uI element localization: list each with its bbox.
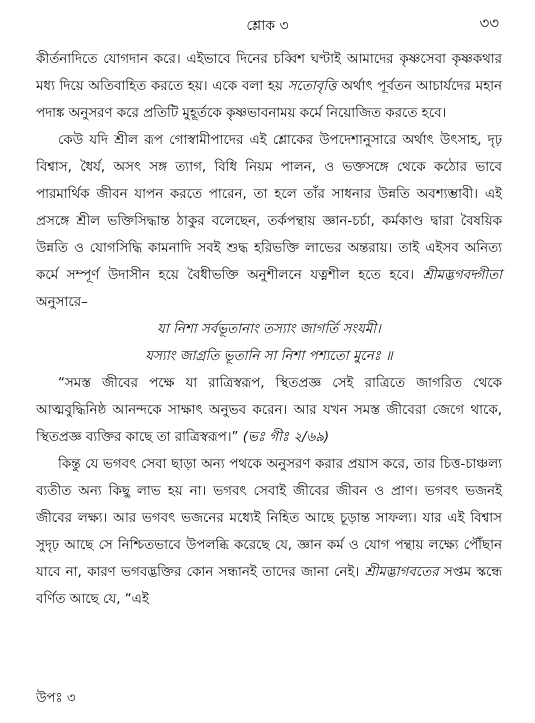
emphasis-term: শ্রীমদ্ভাগবতের	[364, 565, 439, 580]
paragraph-text: অনুসারে–	[36, 295, 88, 310]
verse-line-2: যস্যাং জাগ্রতি ভূতানি সা নিশা পশ্যতো মুনেঃ ॥	[145, 349, 393, 364]
page-body	[36, 46, 502, 613]
paragraph-2	[36, 127, 502, 316]
verse-line-1: যা নিশা সর্বভূতানাং তস্যাং জাগর্তি সংযমী।	[157, 322, 381, 337]
paragraph-text: কেউ যদি শ্রীল রূপ গোস্বামীপাদের এই শ্লোকের উপদেশানুসারে অর্থাৎ উৎসাহ, দৃঢ় বিশ্বাস, ধৈর্য, অসৎ সঙ্গ ত্যাগ, বিধি নিয়ম পালন, ও ভক্তসঙ্গে থেকে কঠোর ভাবে পারমার্থিক জীবন যাপন করতে পারেন, তা হলে তাঁর সাধনার উন্নতি অবশ্যম্ভাবী। এই প্রসঙ্গে শ্রীল ভক্তিসিদ্ধান্ত ঠাকুর বলেছেন, তর্কপন্থায় জ্ঞান-চর্চা, কর্মকাণ্ড দ্বারা বৈষয়িক উন্নতি ও যোগসিদ্ধি কামনাদি সবই শুদ্ধ হরিভক্তি লাভের অন্তরায়। তাই এইসব অনিত্য কর্মে সম্পূর্ণ উদাসীন হয়ে বৈধীভক্তি অনুশীলনে যত্নশীল হতে হবে।	[36, 133, 502, 283]
footer-signature: উপঃ ৩	[36, 691, 76, 706]
paragraph-1	[36, 46, 502, 127]
citation: (ভঃ গীঃ ২/৬৯)	[238, 430, 330, 445]
emphasis-term: সতোবৃত্তি	[287, 79, 337, 94]
page-number: ৩৩	[479, 14, 499, 32]
paragraph-text: কীর্তনাদিতে যোগদান করে। এইভাবে দিনের চব্বিশ ঘণ্টাই আমাদের কৃষ্ণসেবা কৃষ্ণকথার মধ্য দিয়ে অতিবাহিত করতে হয়। একে বলা হয়	[36, 52, 502, 94]
paragraph-text: কিন্তু যে ভগবৎ সেবা ছাড়া অন্য পথকে অনুসরণ করার প্রয়াস করে, তার চিত্ত-চাঞ্চল্য ব্যতীত অন্য কিছু লাভ হয় না। ভগবৎ সেবাই জীবের জীবন ও প্রাণ। ভগবৎ ভজনই জীবের লক্ষ্য। আর ভগবৎ ভজনের মধ্যেই নিহিত আছে চূড়ান্ত সাফল্য। যার এই বিশ্বাস সুদৃঢ় আছে সে নিশ্চিতভাবে উপলব্ধি করেছে যে, জ্ঞান কর্ম ও যোগ পন্থায় লক্ষ্যে পৌঁছান যাবে না, কারণ ভগবদ্ভক্তির কোন সন্ধানই তাদের জানা নেই।	[36, 457, 502, 580]
paragraph-text: সপ্তম স্কন্ধে বর্ণিত আছে যে, “এই	[36, 565, 503, 607]
translation-text: “সমস্ত জীবের পক্ষে যা রাত্রিস্বরূপ, স্থিতপ্রজ্ঞ সেই রাত্রিতে জাগরিত থেকে আত্মবুদ্ধিনিষ্ঠ আনন্দকে সাক্ষাৎ অনুভব করেন। আর যখন সমস্ত জীবেরা জেগে থাকে, স্থিতপ্রজ্ঞ ব্যক্তির কাছে তা রাত্রিস্বরূপ।”	[36, 376, 502, 445]
verse-translation	[36, 370, 502, 451]
page-header-title: শ্লোক ৩	[246, 18, 289, 34]
paragraph-3	[36, 451, 502, 613]
emphasis-term: শ্রীমদ্ভগবদ্গীতা	[422, 268, 502, 283]
paragraph-text: অর্থাৎ পূর্বতন আচার্যদের মহান পদাঙ্ক অনুসরণ করে প্রতিটি মুহূর্তকে কৃষ্ণভাবনাময় কর্মে নিয়োজিত করতে হবে।	[36, 79, 502, 121]
